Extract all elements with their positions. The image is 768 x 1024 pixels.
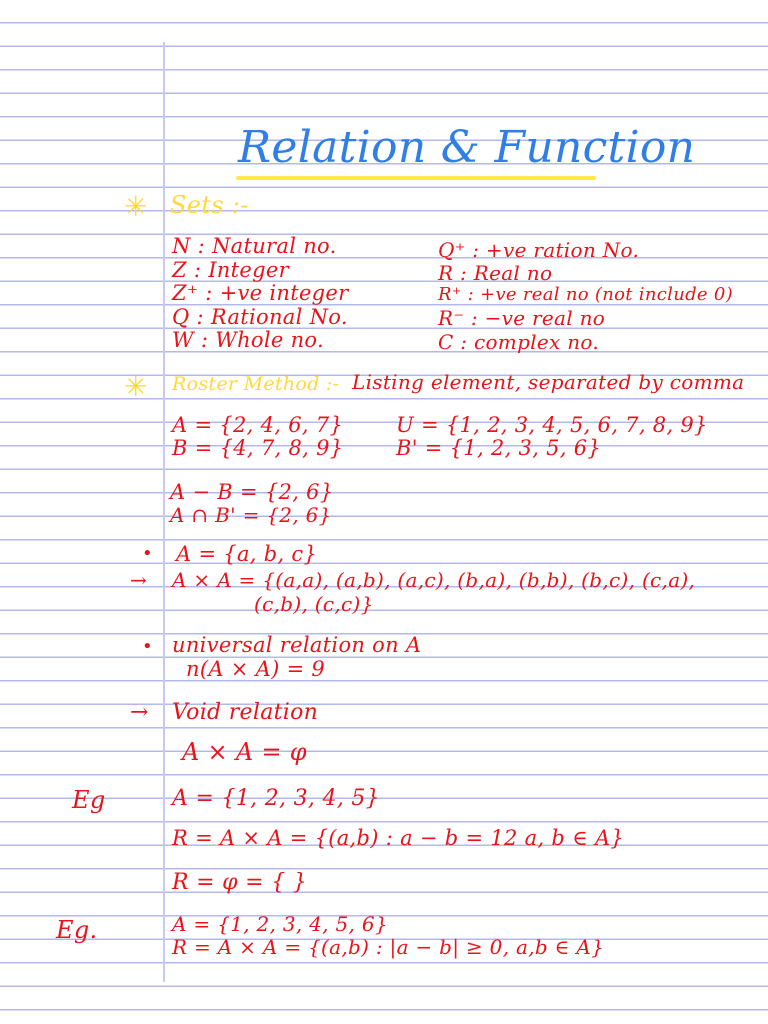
set-def-negative-real: R⁻ : −ve real no — [438, 306, 606, 330]
set-def-whole: W : Whole no. — [172, 328, 324, 352]
axa-empty: A × A = φ — [182, 738, 307, 766]
set-b: B = {4, 7, 8, 9} — [172, 436, 344, 460]
example-label: Eg. — [56, 916, 98, 944]
a-minus-b: A − B = {2, 6} — [170, 480, 334, 504]
star-marker: ✳ — [124, 190, 148, 223]
arrow-icon: → — [130, 568, 148, 592]
set-a: A = {2, 4, 6, 7} — [172, 413, 344, 437]
example1-result: R = φ = { } — [172, 870, 308, 895]
example2-relation: R = A × A = {(a,b) : |a − b| ≥ 0, a,b ∈ A} — [172, 935, 605, 959]
set-def-positive-real: R⁺ : +ve real no (not include 0) — [438, 284, 733, 305]
a-intersect-b-complement: A ∩ B' = {2, 6} — [170, 503, 332, 527]
set-abc: A = {a, b, c} — [176, 542, 318, 566]
set-u: U = {1, 2, 3, 4, 5, 6, 7, 8, 9} — [396, 413, 708, 437]
star-marker: ✳ — [124, 370, 148, 403]
arrow-icon: → — [130, 700, 149, 725]
example1-set: A = {1, 2, 3, 4, 5} — [172, 786, 380, 811]
n-axa: n(A × A) = 9 — [186, 657, 326, 681]
title-highlight — [236, 176, 596, 180]
roster-description: Listing element, separated by comma — [352, 370, 745, 394]
cartesian-product-line1: A × A = {(a,a), (a,b), (a,c), (b,a), (b,b), (b,c), (c,a), — [172, 568, 696, 592]
cartesian-product-line2: (c,b), (c,c)} — [254, 592, 374, 616]
set-def-natural: N : Natural no. — [172, 234, 337, 258]
set-def-real: R : Real no — [438, 261, 553, 285]
void-relation-heading: Void relation — [172, 700, 319, 725]
set-def-positive-integer: Z⁺ : +ve integer — [172, 281, 349, 305]
margin-line — [163, 42, 165, 982]
set-def-positive-rational: Q⁺ : +ve ration No. — [438, 238, 640, 262]
set-def-complex: C : complex no. — [438, 330, 600, 354]
page-title: Relation & Function — [238, 122, 696, 173]
bullet: • — [142, 636, 153, 657]
set-b-complement: B' = {1, 2, 3, 5, 6} — [396, 436, 602, 460]
example-label: Eg — [72, 786, 106, 814]
roster-heading: Roster Method :- — [172, 373, 340, 395]
universal-relation-heading: universal relation on A — [172, 633, 422, 657]
set-def-rational: Q : Rational No. — [172, 305, 348, 329]
set-def-integer: Z : Integer — [172, 258, 289, 282]
sets-heading: Sets :- — [170, 191, 249, 219]
bullet: • — [142, 543, 153, 564]
example1-relation: R = A × A = {(a,b) : a − b = 12 a, b ∈ A} — [172, 826, 625, 850]
example2-set: A = {1, 2, 3, 4, 5, 6} — [172, 912, 388, 936]
